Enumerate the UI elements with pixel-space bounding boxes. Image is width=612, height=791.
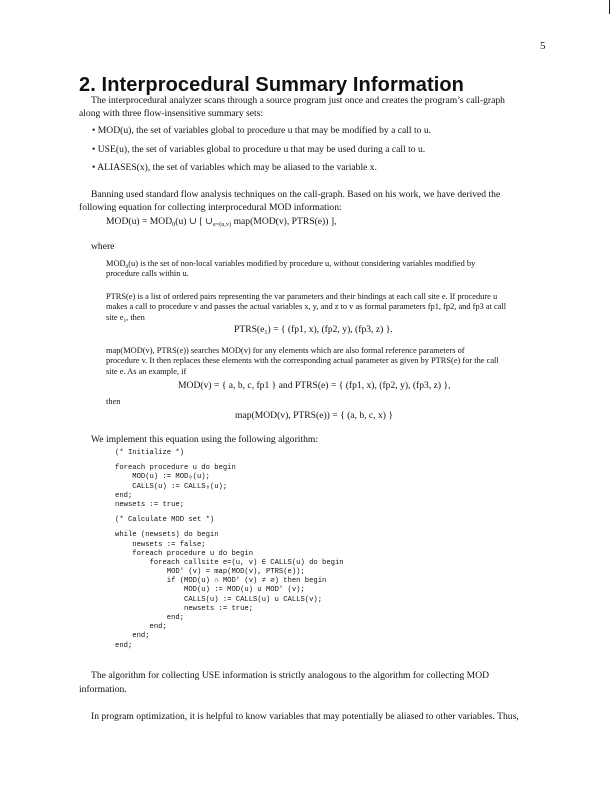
banning-line-2: following equation for collecting interprocedural MOD information: bbox=[79, 202, 342, 213]
mod-eq-sub-e: e=(u,v) bbox=[212, 221, 232, 228]
code-line: newsets := true; bbox=[115, 500, 185, 509]
intro-line-1: The interprocedural analyzer scans through a source program just once and creates the program’s call-graph bbox=[91, 95, 505, 106]
code-line: CALLS(u) := CALLS₀(u); bbox=[115, 482, 228, 491]
code-line: end; bbox=[115, 491, 133, 500]
code-line: newsets := false; bbox=[115, 540, 206, 549]
ptrs-eq-a: PTRS(e bbox=[234, 324, 265, 335]
ptrs-l3b: 1 bbox=[123, 317, 127, 324]
ptrs-eq-b: 1 bbox=[264, 329, 268, 336]
map-definition bbox=[106, 346, 536, 377]
mod0-definition bbox=[106, 259, 536, 280]
bullet-mod: • MOD(u), the set of variables global to procedure u that may be modified by a call to u. bbox=[92, 125, 432, 136]
ptrs-l1: PTRS(e) is a list of ordered pairs representing the var parameters and their bindings at each call site e. If procedure u bbox=[106, 292, 498, 301]
page-edge-mark bbox=[609, 0, 610, 14]
code-line: while (newsets) do begin bbox=[115, 531, 219, 540]
code-line: CALLS(u) := CALLS(u) ∪ CALLS(v); bbox=[115, 595, 323, 604]
ptrs-eq-c: ) = { (fp1, x), (fp2, y), (fp3, z) }. bbox=[267, 324, 393, 335]
code-line: if (MOD(u) ∩ MOD' (v) ≠ ∅) then begin bbox=[115, 577, 327, 586]
code-line: foreach callsite e=(u, v) ∈ CALLS(u) do begin bbox=[115, 558, 344, 567]
code-line: MOD(u) := MOD₀(u); bbox=[115, 473, 210, 482]
code-line: newsets := true; bbox=[115, 604, 254, 613]
result-equation: map(MOD(v), PTRS(e)) = { (a, b, c, x) } bbox=[235, 410, 393, 421]
section-heading: 2. Interprocedural Summary Information bbox=[79, 74, 464, 96]
code-line: (* Calculate MOD set *) bbox=[115, 516, 215, 525]
then-label: then bbox=[106, 397, 121, 406]
ptrs-definition bbox=[106, 292, 536, 323]
code-line: MOD' (v) = map(MOD(v), PTRS(e)); bbox=[115, 568, 305, 577]
ptrs-equation bbox=[234, 324, 393, 336]
mod-eq-e: map(MOD(v), PTRS(e)) ], bbox=[231, 216, 337, 227]
mod-eq-c: (u) ∪ [ ∪ bbox=[175, 216, 213, 227]
mod-eq-sub0: 0 bbox=[172, 221, 176, 228]
code-line: (* Initialize *) bbox=[115, 449, 185, 457]
code-line: foreach procedure u do begin bbox=[115, 549, 254, 558]
bullet-use: • USE(u), the set of variables global to procedure u that may be used during a call to u. bbox=[92, 144, 426, 155]
mod0-c: (u) is the set of non-local variables modified by procedure u, without considering variables modified by bbox=[128, 259, 476, 268]
where-label: where bbox=[91, 241, 115, 252]
example-equation: MOD(v) = { a, b, c, fp1 } and PTRS(e) = { (fp1, x), (fp2, y), (fp3, z) }, bbox=[178, 380, 451, 391]
code-line: end; bbox=[115, 641, 133, 650]
use-line-2: information. bbox=[79, 684, 127, 695]
implement-line: We implement this equation using the following algorithm: bbox=[91, 434, 319, 445]
ptrs-l3a: site e bbox=[106, 312, 124, 322]
map-l2: procedure v. It then replaces these elements with the corresponding actual parameter as given by PTRS(e) for the call bbox=[106, 356, 499, 366]
page-number: 5 bbox=[540, 40, 546, 52]
algorithm-code bbox=[115, 449, 344, 651]
code-line: end; bbox=[115, 632, 150, 641]
mod0-a: MOD bbox=[106, 259, 126, 268]
mod0-sub: 0 bbox=[125, 264, 129, 270]
map-l3: site e. As an example, if bbox=[106, 366, 187, 376]
code-line: foreach procedure u do begin bbox=[115, 464, 236, 473]
ptrs-l2: makes a call to procedure v and passes the actual variables x, y, and z to v as formal parameters fp1, fp2, and fp3 at call bbox=[106, 302, 507, 312]
intro-line-2: along with three flow-insensitive summary sets: bbox=[79, 108, 264, 119]
code-line: end; bbox=[115, 614, 185, 622]
mod-eq-a: MOD(u) = MOD bbox=[106, 216, 173, 227]
banning-line-1: Banning used standard flow analysis techniques on the call-graph. Based on his work, we have derived the bbox=[91, 189, 501, 200]
map-l1: map(MOD(v), PTRS(e)) searches MOD(v) for any elements which are also formal reference parameters of bbox=[106, 346, 465, 355]
mod-equation bbox=[106, 216, 336, 228]
code-line: MOD(u) := MOD(u) ∪ MOD' (v); bbox=[115, 586, 305, 595]
optimization-line: In program optimization, it is helpful to know variables that may potentially be aliased to other variables. Thus, bbox=[91, 711, 519, 722]
bullet-aliases: • ALIASES(x), the set of variables which may be aliased to the variable x. bbox=[92, 162, 377, 173]
code-line: end; bbox=[115, 623, 167, 632]
mod0-d: procedure calls within u. bbox=[106, 269, 189, 279]
use-line-1: The algorithm for collecting USE information is strictly analogous to the algorithm for collecting MOD bbox=[91, 670, 490, 681]
ptrs-l3c: , then bbox=[126, 312, 145, 322]
